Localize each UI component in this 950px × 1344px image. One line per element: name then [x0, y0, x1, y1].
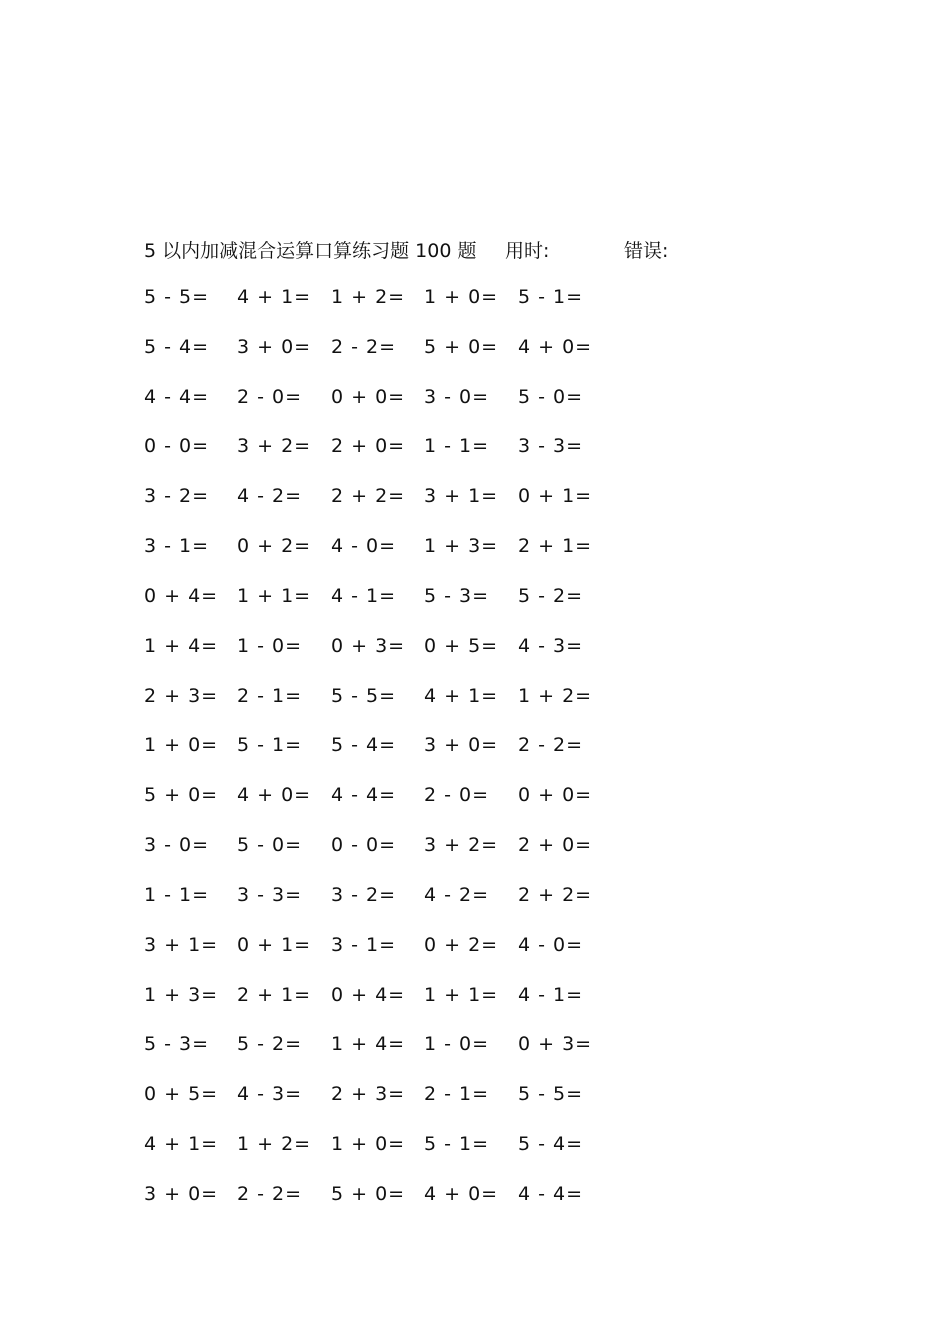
- problem-grid: [0, 286, 950, 1233]
- math-problem: 3 - 1=: [144, 535, 210, 558]
- problem-row: [0, 386, 950, 436]
- math-problem: 0 + 3=: [331, 634, 406, 657]
- math-problem: 4 + 1=: [144, 1133, 219, 1156]
- math-problem: 1 + 1=: [424, 983, 499, 1006]
- math-problem: 5 + 0=: [144, 784, 219, 807]
- math-problem: 3 - 1=: [331, 933, 397, 956]
- math-problem: 1 - 1=: [144, 883, 210, 906]
- math-problem: 5 - 5=: [518, 1083, 584, 1106]
- math-problem: 1 + 2=: [518, 684, 593, 707]
- problem-row: [0, 1033, 950, 1083]
- math-problem: 1 + 3=: [424, 535, 499, 558]
- math-problem: 5 - 1=: [424, 1133, 490, 1156]
- problem-row: [0, 286, 950, 336]
- math-problem: 2 + 2=: [518, 883, 593, 906]
- math-problem: 1 + 3=: [144, 983, 219, 1006]
- math-problem: 4 - 0=: [331, 535, 397, 558]
- problem-row: [0, 1133, 950, 1183]
- math-problem: 5 - 1=: [518, 286, 584, 308]
- math-problem: 2 - 1=: [237, 684, 303, 707]
- math-problem: 0 - 0=: [144, 435, 210, 458]
- math-problem: 3 - 2=: [144, 485, 210, 508]
- problem-row: [0, 685, 950, 735]
- math-problem: 2 + 0=: [331, 435, 406, 458]
- math-problem: 4 - 3=: [518, 634, 584, 657]
- problem-row: [0, 734, 950, 784]
- math-problem: 2 - 2=: [331, 335, 397, 358]
- math-problem: 2 + 1=: [518, 535, 593, 558]
- math-problem: 2 - 0=: [237, 385, 303, 408]
- math-problem: 2 - 1=: [424, 1083, 490, 1106]
- math-problem: 5 - 2=: [518, 584, 584, 607]
- math-problem: 5 - 3=: [424, 584, 490, 607]
- math-problem: 2 + 2=: [331, 485, 406, 508]
- math-problem: 0 + 5=: [424, 634, 499, 657]
- math-problem: 4 - 3=: [237, 1083, 303, 1106]
- math-problem: 1 - 0=: [424, 1033, 490, 1056]
- math-problem: 5 - 5=: [144, 286, 210, 308]
- problem-row: [0, 934, 950, 984]
- math-problem: 5 - 1=: [237, 734, 303, 757]
- math-problem: 3 + 2=: [237, 435, 312, 458]
- math-problem: 3 + 0=: [237, 335, 312, 358]
- math-problem: 2 - 2=: [518, 734, 584, 757]
- math-problem: 3 - 0=: [144, 834, 210, 857]
- problem-row: [0, 984, 950, 1034]
- math-problem: 0 + 0=: [518, 784, 593, 807]
- math-problem: 5 + 0=: [424, 335, 499, 358]
- math-problem: 1 + 1=: [237, 584, 312, 607]
- math-problem: 1 - 1=: [424, 435, 490, 458]
- math-problem: 0 + 2=: [237, 535, 312, 558]
- problem-row: [0, 1183, 950, 1233]
- math-problem: 5 - 5=: [331, 684, 397, 707]
- math-problem: 0 + 2=: [424, 933, 499, 956]
- math-problem: 4 - 1=: [331, 584, 397, 607]
- problem-row: [0, 834, 950, 884]
- math-problem: 0 - 0=: [331, 834, 397, 857]
- math-problem: 5 + 0=: [331, 1182, 406, 1205]
- math-problem: 3 + 1=: [424, 485, 499, 508]
- problem-row: [0, 435, 950, 485]
- math-problem: 4 - 4=: [331, 784, 397, 807]
- problem-row: [0, 485, 950, 535]
- math-problem: 0 + 1=: [237, 933, 312, 956]
- math-problem: 1 + 0=: [144, 734, 219, 757]
- problem-row: [0, 635, 950, 685]
- math-problem: 4 + 0=: [237, 784, 312, 807]
- problem-row: [0, 1083, 950, 1133]
- math-problem: 4 - 4=: [518, 1182, 584, 1205]
- math-problem: 1 + 0=: [331, 1133, 406, 1156]
- math-problem: 0 + 3=: [518, 1033, 593, 1056]
- math-problem: 2 + 1=: [237, 983, 312, 1006]
- math-problem: 3 - 3=: [518, 435, 584, 458]
- math-problem: 4 + 0=: [518, 335, 593, 358]
- math-problem: 3 + 0=: [424, 734, 499, 757]
- worksheet-title: 5 以内加减混合运算口算练习题 100 题: [144, 240, 477, 262]
- math-problem: 1 + 4=: [144, 634, 219, 657]
- math-problem: 3 - 2=: [331, 883, 397, 906]
- math-problem: 2 + 3=: [144, 684, 219, 707]
- math-problem: 5 - 4=: [331, 734, 397, 757]
- math-problem: 3 - 0=: [424, 385, 490, 408]
- problem-row: [0, 535, 950, 585]
- math-problem: 1 + 2=: [331, 286, 406, 308]
- math-problem: 5 - 3=: [144, 1033, 210, 1056]
- math-problem: 3 + 2=: [424, 834, 499, 857]
- problem-row: [0, 585, 950, 635]
- math-problem: 3 - 3=: [237, 883, 303, 906]
- math-problem: 1 + 2=: [237, 1133, 312, 1156]
- math-problem: 5 - 0=: [237, 834, 303, 857]
- math-problem: 0 + 0=: [331, 385, 406, 408]
- errors-label: 错误:: [624, 240, 669, 262]
- time-used-label: 用时:: [505, 240, 550, 262]
- math-problem: 3 + 1=: [144, 933, 219, 956]
- math-problem: 1 - 0=: [237, 634, 303, 657]
- math-problem: 4 - 4=: [144, 385, 210, 408]
- math-problem: 5 - 4=: [518, 1133, 584, 1156]
- math-problem: 4 - 2=: [237, 485, 303, 508]
- math-problem: 0 + 4=: [144, 584, 219, 607]
- math-problem: 2 - 2=: [237, 1182, 303, 1205]
- math-problem: 4 + 1=: [424, 684, 499, 707]
- math-problem: 2 - 0=: [424, 784, 490, 807]
- math-problem: 2 + 3=: [331, 1083, 406, 1106]
- math-problem: 0 + 1=: [518, 485, 593, 508]
- math-problem: 4 - 1=: [518, 983, 584, 1006]
- math-problem: 4 - 0=: [518, 933, 584, 956]
- math-problem: 5 - 2=: [237, 1033, 303, 1056]
- math-problem: 4 + 1=: [237, 286, 312, 308]
- math-problem: 4 - 2=: [424, 883, 490, 906]
- math-problem: 5 - 4=: [144, 335, 210, 358]
- math-problem: 3 + 0=: [144, 1182, 219, 1205]
- math-problem: 0 + 4=: [331, 983, 406, 1006]
- math-problem: 4 + 0=: [424, 1182, 499, 1205]
- problem-row: [0, 884, 950, 934]
- math-problem: 5 - 0=: [518, 385, 584, 408]
- math-problem: 1 + 4=: [331, 1033, 406, 1056]
- math-problem: 2 + 0=: [518, 834, 593, 857]
- math-problem: 0 + 5=: [144, 1083, 219, 1106]
- math-problem: 1 + 0=: [424, 286, 499, 308]
- problem-row: [0, 784, 950, 834]
- problem-row: [0, 336, 950, 386]
